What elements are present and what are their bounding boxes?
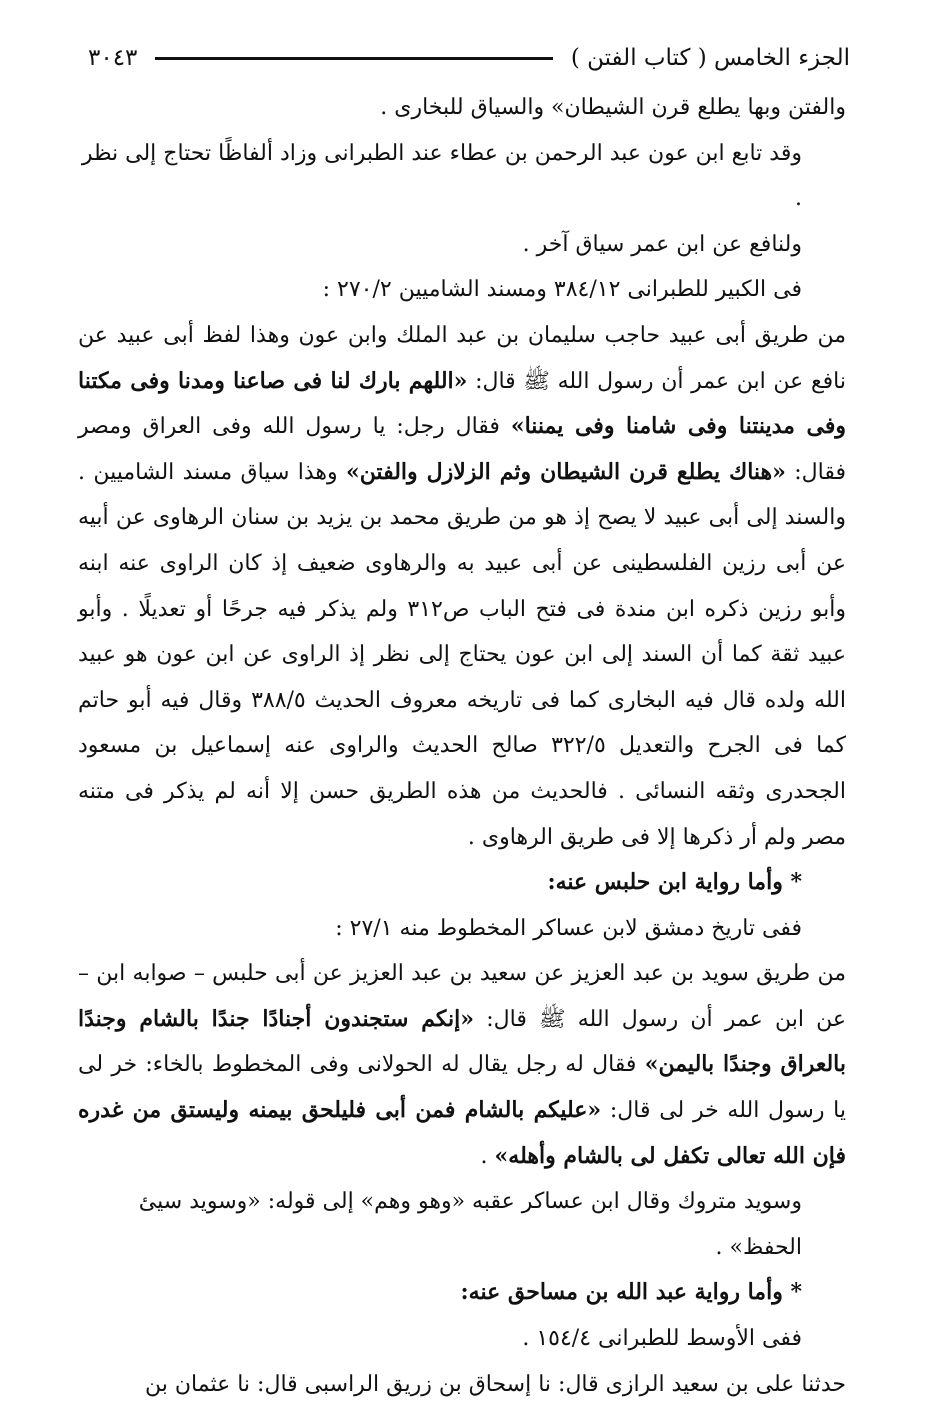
source-citation: فى الكبير للطبرانى ٣٨٤/١٢ ومسند الشاميين ٢٧٠/٢ : xyxy=(322,277,802,303)
isnad-text: من طريق سويد بن عبد العزيز عن سعيد بن عبد العزيز عن أبى حلبس – صوابه ابن – عن ابن عمر أن رسول الله ﷺ قال: xyxy=(78,961,846,1032)
section-heading: * وأما رواية عبد الله بن مساحق عنه: xyxy=(460,1279,802,1306)
text-line: وسويد متروك وقال ابن عساكر عقبه «وهو وهم» إلى قوله: «وسويد سيئ الحفظ» . xyxy=(138,1189,802,1260)
paragraph-text: . xyxy=(480,1143,495,1169)
hadith-paragraph xyxy=(78,951,846,1179)
matn-text: «هناك يطلع قرن الشيطان وثم الزلازل والفتن» xyxy=(345,458,786,485)
text-line: وقد تابع ابن عون عبد الرحمن بن عطاء عند الطبرانى وزاد ألفاظًا تحتاج إلى نظر . xyxy=(81,140,802,212)
matn-text: «إنكم ستجندون أجنادًا جندًا بالشام وجندًا بالعراق وجندًا باليمن» xyxy=(78,1005,847,1078)
page-number: ٣٠٤٣ xyxy=(88,45,138,71)
section-heading: * وأما رواية ابن حلبس عنه: xyxy=(547,869,802,896)
matn-text: «اللهم بارك لنا فى صاعنا ومدنا وفى مكتنا وفى مدينتنا وفى شامنا وفى يمننا» xyxy=(78,367,847,440)
page-header xyxy=(88,38,850,78)
running-title: الجزء الخامس ( كتاب الفتن ) xyxy=(570,45,850,71)
hadith-paragraph xyxy=(78,313,846,860)
isnad-text: من طريق أبى عبيد حاجب سليمان بن عبد الملك وابن عون وهذا لفظ أبى عبيد عن نافع عن ابن عمر أن رسول الله ﷺ قال: xyxy=(78,322,846,394)
source-citation: ففى الأوسط للطبرانى ١٥٤/٤ . xyxy=(522,1326,802,1352)
text-line: حدثنا على بن سعيد الرازى قال: نا إسحاق بن زريق الراسبى قال: نا عثمان بن xyxy=(145,1371,846,1397)
header-rule xyxy=(155,57,552,60)
paragraph-text: فقال رجل: يا رسول الله وفى العراق ومصر فقال: xyxy=(78,414,846,485)
text-line: والفتن وبها يطلع قرن الشيطان» والسياق للبخارى . xyxy=(380,95,846,120)
page-body xyxy=(78,85,847,1397)
source-citation: ففى تاريخ دمشق لابن عساكر المخطوط منه ٢٧/١ : xyxy=(335,915,802,941)
matn-text: «عليكم بالشام فمن أبى فليلحق بيمنه وليستق من غدره فإن الله تعالى تكفل لى بالشام وأهله» xyxy=(78,1097,846,1169)
paragraph-text: فقال له رجل يقال له الحولانى وفى المخطوط بالخاء: خر لى يا رسول الله خر لى قال: xyxy=(78,1052,846,1124)
commentary-text: وهذا سياق مسند الشاميين . والسند إلى أبى عبيد لا يصح إذ هو من طريق محمد بن يزيد بن سنان الرهاوى عن أبيه عن أبى رزين الفلسطينى عن أبى عبيد به والرهاوى ضعيف إذ كان الراوى عنه ابنه وأبو رزين ذكره ابن مندة فى فتح الباب ص٣١٢ ولم يذكر فيه جرحًا أو تعديلًا . وأبو عبيد ثقة كما أن السند إلى ابن عون يحتاج إلى نظر إذ الراوى عن ابن عون هو عبيد الله ولده قال فيه البخارى كما فى تاريخه معروف الحديث ٣٨٨/٥ وقال فيه أبو حاتم كما فى الجرح والتعديل ٣٢٢/٥ صالح الحديث والراوى عنه إسماعيل بن مسعود الجحدرى وثقه النسائى . فالحديث من هذه الطريق حسن إلا أنه لم يذكر فى متنه مصر ولم أر ذكرها إلا فى طريق الرهاوى . xyxy=(78,459,847,850)
text-line: ولنافع عن ابن عمر سياق آخر . xyxy=(522,231,802,257)
